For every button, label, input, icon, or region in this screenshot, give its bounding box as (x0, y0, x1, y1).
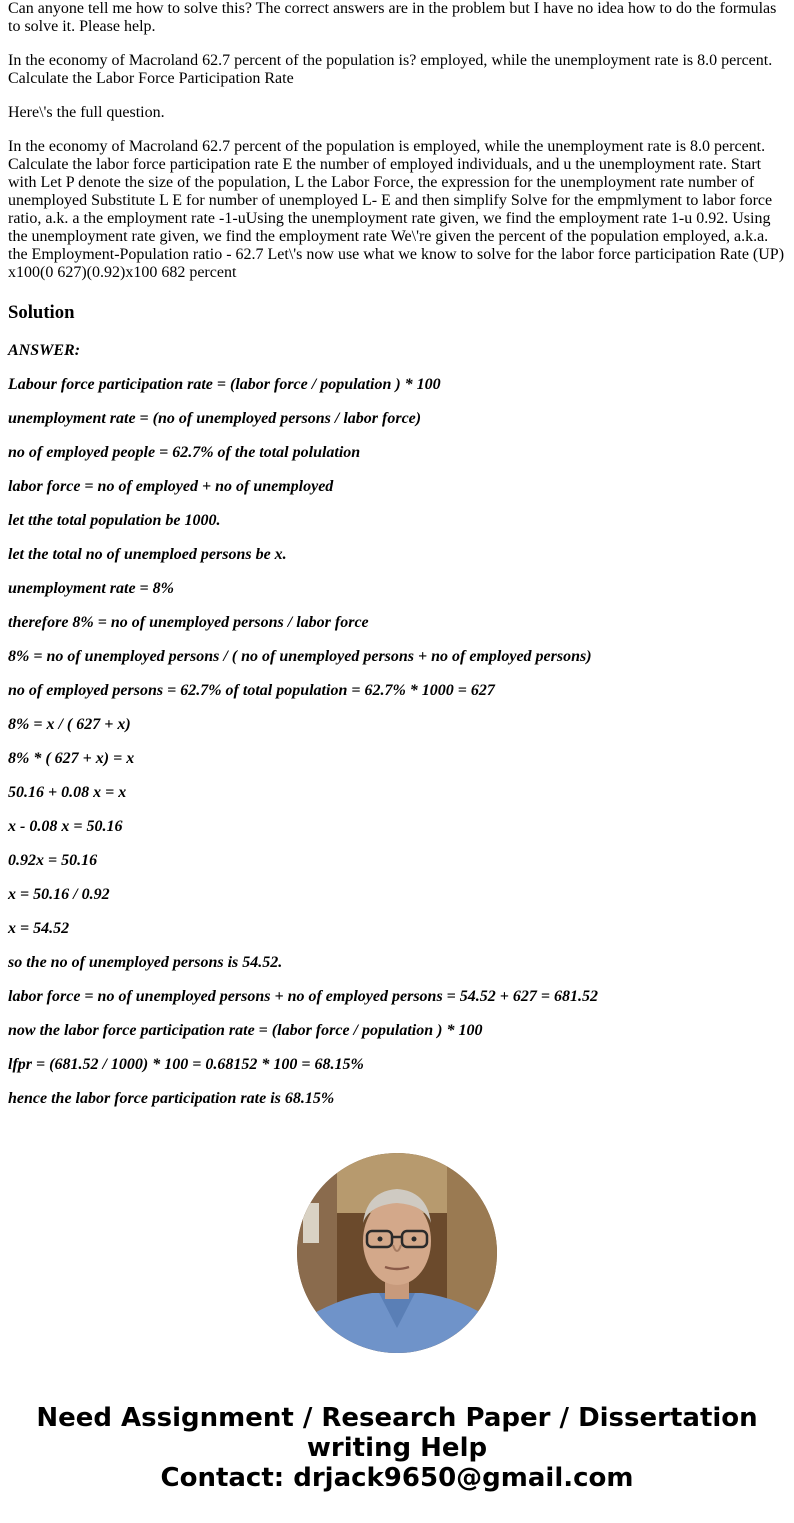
page-content (8, 0, 786, 1124)
question-paragraph-3: Here\'s the full question. (8, 104, 165, 121)
solution-body (8, 342, 786, 1108)
solution-line: unemployment rate = (no of unemployed persons / labor force) (8, 410, 422, 427)
solution-line: 8% = no of unemployed persons / ( no of unemployed persons + no of employed persons) (8, 648, 592, 665)
solution-line: 8% = x / ( 627 + x) (8, 716, 131, 733)
promo-line-2: writing Help (306, 1433, 488, 1463)
solution-line: now the labor force participation rate = (labor force / population ) * 100 (8, 1022, 483, 1039)
solution-line: no of employed people = 62.7% of the total polulation (8, 444, 361, 461)
promo-contact: Contact: drjack9650@gmail.com (160, 1463, 634, 1493)
solution-line: Labour force participation rate = (labor force / population ) * 100 (8, 376, 441, 393)
answer-label: ANSWER: (8, 342, 81, 359)
solution-line: unemployment rate = 8% (8, 580, 174, 597)
avatar-portrait-icon (297, 1153, 497, 1353)
solution-line: lfpr = (681.52 / 1000) * 100 = 0.68152 * 100 = 68.15% (8, 1056, 364, 1073)
solution-line: let the total no of unemploed persons be x. (8, 546, 287, 563)
solution-line: let tthe total population be 1000. (8, 512, 221, 529)
question-paragraph-4: In the economy of Macroland 62.7 percent of the population is employed, while the unemployment rate is 8.0 percent. Calculate the labor force participation rate E the number of employed individuals, and u the unemployment rate. Start with Let P denote the size of the population, L the Labor Force, the expression for the unemployment rate number of unemployed Substitute L E for number of unemployed L- E and then simplify Solve for the empmlyment to labor force ratio, a.k. a the employment rate -1-uUsing the unemployment rate given, we find the employment rate 1-u 0.92. Using the unemployment rate given, we find the employment rate We\'re given the percent of the population employed, a.k.a. the Employment-Population ratio - 62.7 Let\'s now use what we know to solve for the labor force participation Rate (UP) x100(0 627)(0.92)x100 682 percent (8, 138, 785, 281)
solution-line: so the no of unemployed persons is 54.52. (8, 954, 283, 971)
solution-line: labor force = no of employed + no of unemployed (8, 478, 334, 495)
solution-heading: Solution (8, 302, 75, 323)
promo-banner (0, 1403, 794, 1493)
solution-line: labor force = no of unemployed persons + no of employed persons = 54.52 + 627 = 681.52 (8, 988, 599, 1005)
final-answer-line: hence the labor force participation rate is 68.15% (8, 1090, 335, 1107)
solution-line: therefore 8% = no of unemployed persons / labor force (8, 614, 369, 631)
avatar (297, 1153, 497, 1353)
solution-line: x - 0.08 x = 50.16 (8, 818, 123, 835)
solution-line: no of employed persons = 62.7% of total population = 62.7% * 1000 = 627 (8, 682, 495, 699)
question-paragraph-2: In the economy of Macroland 62.7 percent of the population is? employed, while the unemployment rate is 8.0 percent. Calculate the Labor Force Participation Rate (8, 52, 773, 87)
solution-line: 50.16 + 0.08 x = x (8, 784, 127, 801)
solution-line: 0.92x = 50.16 (8, 852, 98, 869)
solution-line: x = 54.52 (8, 920, 70, 937)
solution-line: 8% * ( 627 + x) = x (8, 750, 135, 767)
question-section (8, 0, 786, 282)
promo-line-1: Need Assignment / Research Paper / Dissertation (36, 1403, 758, 1433)
question-paragraph-1: Can anyone tell me how to solve this? The correct answers are in the problem but I have no idea how to do the formulas to solve it. Please help. (8, 0, 777, 35)
solution-line: x = 50.16 / 0.92 (8, 886, 110, 903)
